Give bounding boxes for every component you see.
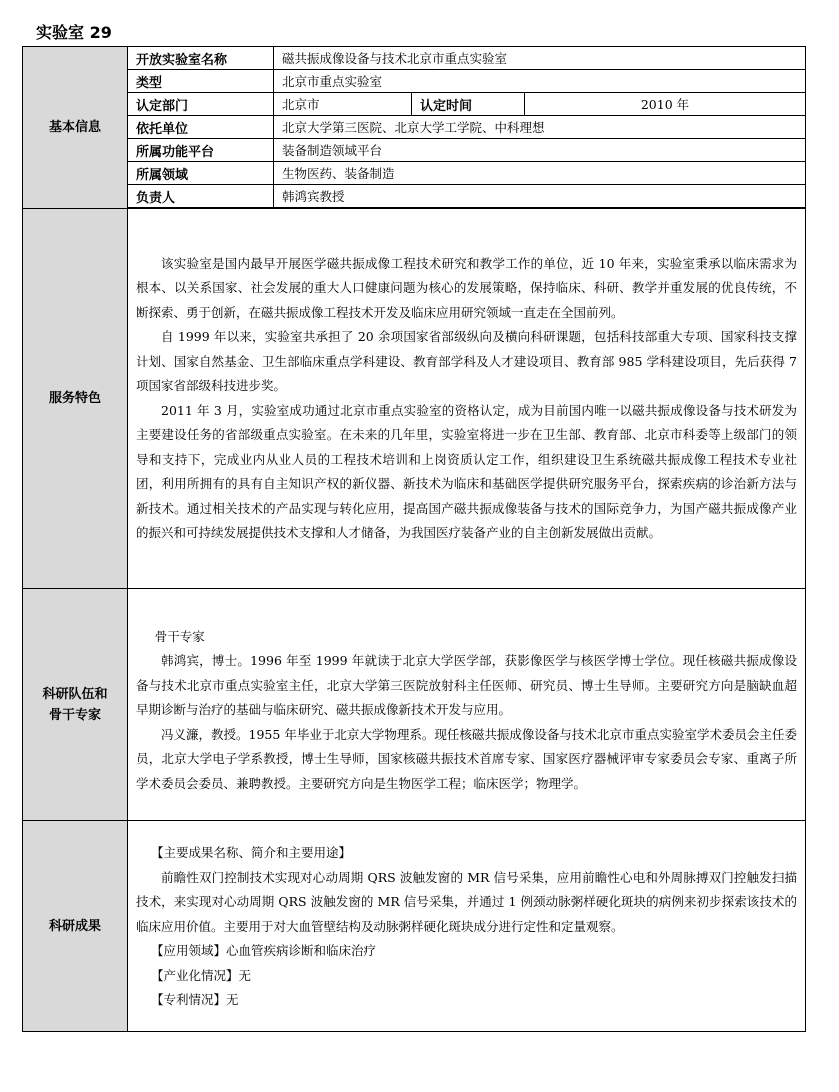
value-type: 北京市重点实验室 [274, 70, 806, 93]
page-title: 实验室 29 [36, 23, 112, 42]
results-patent: 【专利情况】无 [151, 992, 239, 1008]
value-dept: 北京市 [274, 93, 412, 116]
row-team [23, 589, 806, 821]
label-type: 类型 [128, 70, 274, 93]
service-paragraph: 2011 年 3 月，实验室成功通过北京市重点实验室的资格认定，成为目前国内唯一以磁共振成像设备与技术研发为主要建设任务的省部级重点实验室。在未来的几年里，实验室将进一步在卫生部、教育部、北京市科委等上级部门的领导和支持下，完成业内从业人员的工程技术培训和上岗资质认定工作，组织建设卫生系统磁共振成像工程技术专业社团，利用所拥有的具有自主知识产权的新仪器、新技术为临床和基础医学提供研究服务平台，探索疾病的诊治新方法与新技术。通过相关技术的产品实现与转化应用，提高国产磁共振成像装备与技术的国际竞争力，为国产磁共振成像产业的振兴和可持续发展提供技术支撑和人才储备，为我国医疗装备产业的自主创新发展做出贡献。 [136, 402, 797, 540]
lab-info-table [22, 46, 806, 1032]
row-dept [23, 93, 806, 116]
label-platform: 所属功能平台 [128, 139, 274, 162]
row-service [23, 209, 806, 589]
section-team-line1: 科研队伍和 [42, 686, 108, 702]
section-basic-info: 基本信息 [23, 47, 128, 209]
value-time: 2010 年 [525, 93, 806, 116]
section-team-line2: 骨干专家 [48, 707, 101, 723]
team-paragraph: 冯义濂，教授。1955 年毕业于北京大学物理系。现任核磁共振成像设备与技术北京市重点实验室学术委员会主任委员，北京大学电子学系教授，博士生导师，国家核磁共振技术首席专家、国家医疗器械评审专家委员会专家、重离子所学术委员会委员、兼聘教授。主要研究方向是生物医学工程；临床医学；物理学。 [136, 726, 797, 791]
results-application: 【应用领域】心血管疾病诊断和临床治疗 [151, 943, 377, 959]
value-lab-name: 磁共振成像设备与技术北京市重点实验室 [274, 47, 806, 70]
row-host [23, 116, 806, 139]
row-field [23, 162, 806, 185]
row-results [23, 821, 806, 1032]
team-paragraph: 韩鸿宾，博士。1996 年至 1999 年就读于北京大学医学部，获影像医学与核医学博士学位。现任核磁共振成像设备与技术北京市重点实验室主任，北京大学第三医院放射科主任医师、研究员、博士生导师。主要研究方向是脑缺血超早期诊断与治疗的基础与临床研究、磁共振成像新技术开发与应用。 [136, 653, 797, 718]
label-field: 所属领域 [128, 162, 274, 185]
results-heading: 【主要成果名称、简介和主要用途】 [151, 845, 352, 861]
row-platform [23, 139, 806, 162]
label-lab-name: 开放实验室名称 [128, 47, 274, 70]
section-service: 服务特色 [23, 209, 128, 589]
row-type [23, 70, 806, 93]
label-host: 依托单位 [128, 116, 274, 139]
results-industrialization: 【产业化情况】无 [151, 967, 252, 983]
label-dept: 认定部门 [128, 93, 274, 116]
row-leader [23, 185, 806, 208]
label-time: 认定时间 [412, 93, 525, 116]
service-paragraph: 该实验室是国内最早开展医学磁共振成像工程技术研究和教学工作的单位，近 10 年来，实验室秉承以临床需求为根本、以关系国家、社会发展的重大人口健康问题为核心的发展策略，保持临床、科研、教学并重发展的优良传统，不断探索、勇于创新，在磁共振成像工程技术开发及临床应用研究领域一直走在全国前列。 [136, 255, 797, 320]
section-team [23, 589, 128, 821]
results-paragraph: 前瞻性双门控制技术实现对心动周期 QRS 波触发窗的 MR 信号采集，应用前瞻性心电和外周脉搏双门控触发扫描技术，来实现对心动周期 QRS 波触发窗的 MR 信号采集，并通过 1 例颈动脉粥样硬化斑块的病例来初步探索该技术的临床应用价值。主要用于对大血管壁结构及动脉粥样硬化斑块成分进行定性和定量观察。 [136, 869, 797, 934]
value-host: 北京大学第三医院、北京大学工学院、中科理想 [274, 116, 806, 139]
value-leader: 韩鸿宾教授 [274, 185, 806, 208]
value-platform: 装备制造领域平台 [274, 139, 806, 162]
service-paragraph: 自 1999 年以来，实验室共承担了 20 余项国家省部级纵向及横向科研课题，包括科技部重大专项、国家科技支撑计划、国家自然基金、卫生部临床重点学科建设、教育部学科及人才建设项目、教育部 985 学科建设项目，先后获得 7 项国家省部级科技进步奖。 [136, 329, 797, 393]
team-heading: 骨干专家 [154, 628, 205, 644]
value-field: 生物医药、装备制造 [274, 162, 806, 185]
label-leader: 负责人 [128, 185, 274, 208]
team-text [128, 589, 806, 821]
row-name [23, 47, 806, 70]
section-results: 科研成果 [23, 821, 128, 1032]
service-text [128, 209, 806, 589]
results-text [128, 821, 806, 1032]
